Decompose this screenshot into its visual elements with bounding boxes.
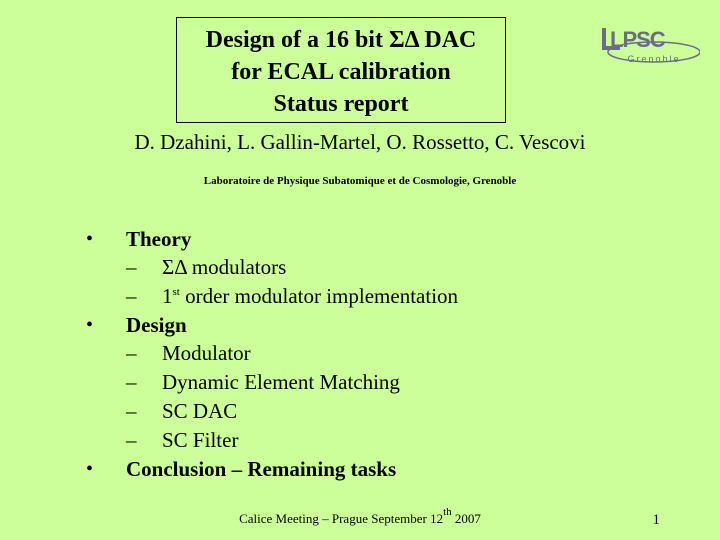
dash-icon: – bbox=[126, 370, 137, 394]
footer bbox=[0, 506, 720, 527]
footer-year: 2007 bbox=[451, 511, 481, 526]
dash-icon: – bbox=[126, 284, 137, 308]
bullet-icon: • bbox=[86, 228, 94, 250]
outline-sub-sc-dac: SC DAC bbox=[162, 399, 238, 423]
authors: D. Dzahini, L. Gallin-Martel, O. Rossetto, C. Vescovi bbox=[134, 130, 586, 154]
first-order-text: order modulator implementation bbox=[179, 284, 459, 308]
list-item bbox=[0, 397, 720, 425]
dash-icon: – bbox=[126, 341, 137, 365]
list-item bbox=[0, 225, 720, 253]
dash-icon: – bbox=[126, 428, 137, 452]
list-item bbox=[0, 455, 720, 483]
list-item bbox=[0, 426, 720, 454]
outline-sub-sc-filter: SC Filter bbox=[162, 428, 239, 452]
title-line-2: for ECAL calibration bbox=[231, 59, 451, 85]
outline-item-design: Design bbox=[126, 313, 187, 337]
list-item bbox=[0, 253, 720, 281]
outline-item-theory: Theory bbox=[126, 227, 192, 251]
footer-sup: th bbox=[443, 506, 452, 518]
list-item bbox=[0, 311, 720, 339]
outline-sub-dem: Dynamic Element Matching bbox=[162, 370, 400, 394]
lab-affiliation: Laboratoire de Physique Subatomique et de Cosmologie, Grenoble bbox=[203, 175, 517, 187]
logo-text: LPSC bbox=[610, 27, 665, 52]
list-item bbox=[0, 368, 720, 396]
outline-sub-modulator: Modulator bbox=[162, 341, 251, 365]
footer-text: Calice Meeting – Prague September 12 bbox=[239, 511, 444, 526]
logo-subtext: Grenoble bbox=[627, 54, 681, 64]
bullet-icon: • bbox=[86, 458, 94, 480]
bullet-icon: • bbox=[86, 314, 94, 336]
page-number: 1 bbox=[652, 512, 660, 528]
outline-sub-first-order bbox=[162, 282, 458, 310]
dash-icon: – bbox=[126, 399, 137, 423]
outline-item-conclusion: Conclusion – Remaining tasks bbox=[126, 457, 397, 481]
first-order-sup: st bbox=[172, 286, 180, 298]
dash-icon: – bbox=[126, 255, 137, 279]
first-order-number: 1 bbox=[162, 284, 173, 308]
list-item bbox=[0, 339, 720, 367]
title-line-1: Design of a 16 bit ΣΔ DAC bbox=[205, 27, 477, 53]
list-item bbox=[0, 282, 720, 310]
outline-sub-sd-modulators: ΣΔ modulators bbox=[162, 255, 287, 279]
lpsc-logo bbox=[596, 16, 700, 68]
title-box bbox=[176, 17, 506, 123]
title-line-3: Status report bbox=[273, 91, 409, 117]
